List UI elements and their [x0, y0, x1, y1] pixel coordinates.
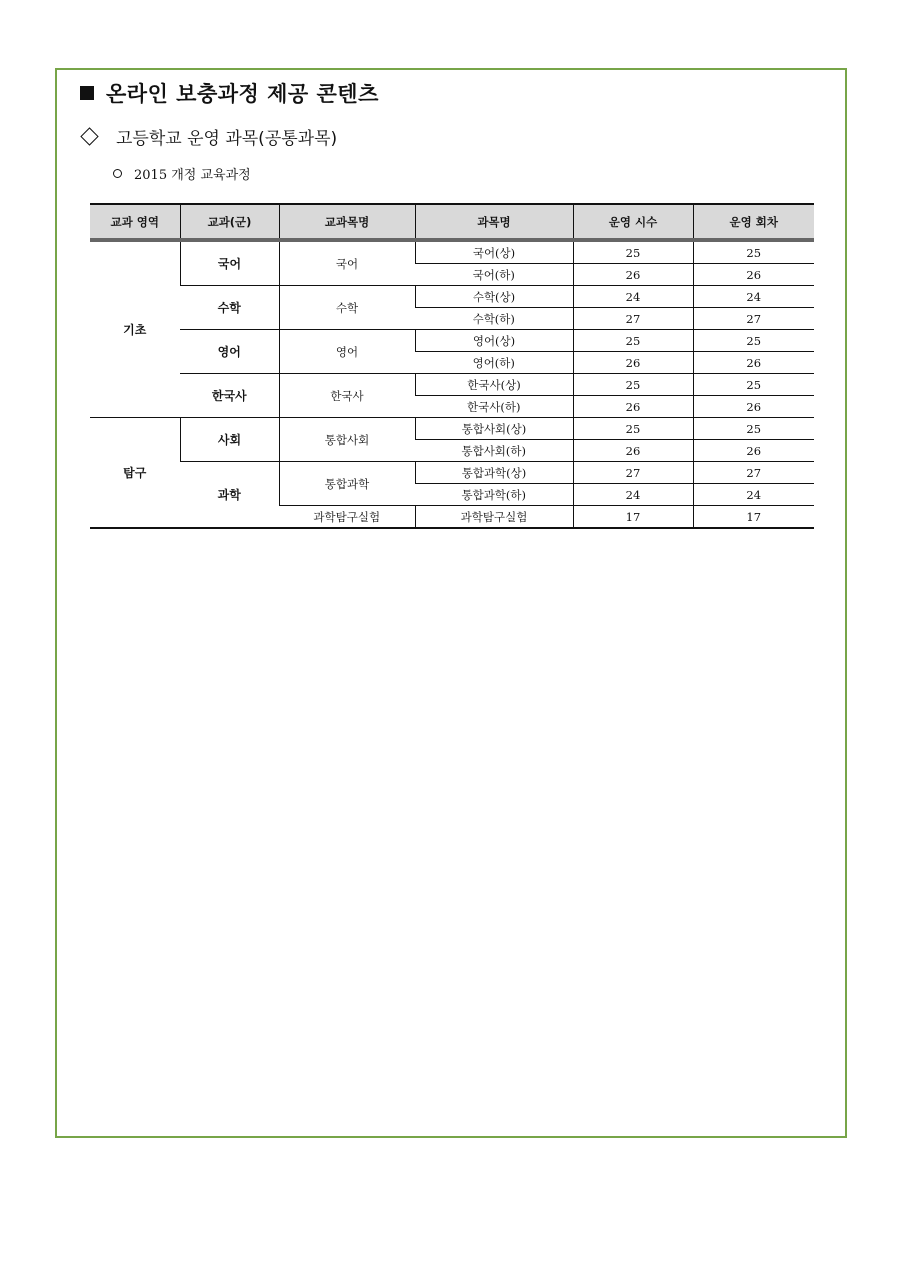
hours-cell: 26: [573, 264, 693, 286]
group-cell: 과학: [180, 462, 279, 529]
sessions-cell: 24: [693, 484, 814, 506]
area-cell: 탐구: [90, 418, 180, 529]
hours-cell: 25: [573, 374, 693, 396]
circle-bullet-icon: [113, 169, 122, 178]
hours-cell: 26: [573, 440, 693, 462]
table-row: [90, 286, 814, 308]
subject-name-cell: 수학: [279, 286, 415, 330]
group-cell: 사회: [180, 418, 279, 462]
table-row: [90, 240, 814, 264]
header-sessions: 운영 회차: [693, 204, 814, 240]
sessions-cell: 25: [693, 374, 814, 396]
hours-cell: 27: [573, 308, 693, 330]
area-cell: 기초: [90, 240, 180, 418]
course-name-cell: 수학(상): [415, 286, 573, 308]
sessions-cell: 25: [693, 330, 814, 352]
hours-cell: 24: [573, 286, 693, 308]
course-name-cell: 통합과학(상): [415, 462, 573, 484]
sessions-cell: 26: [693, 440, 814, 462]
course-name-cell: 수학(하): [415, 308, 573, 330]
sessions-cell: 26: [693, 264, 814, 286]
header-group: 교과(군): [180, 204, 279, 240]
course-name-cell: 한국사(하): [415, 396, 573, 418]
table-header-row: [90, 204, 814, 240]
sessions-cell: 26: [693, 352, 814, 374]
sessions-cell: 27: [693, 462, 814, 484]
hours-cell: 26: [573, 352, 693, 374]
course-name-cell: 통합사회(상): [415, 418, 573, 440]
subheading-text: 고등학교 운영 과목(공통과목): [116, 129, 338, 149]
square-bullet-icon: [80, 86, 94, 100]
subject-name-cell: 영어: [279, 330, 415, 374]
group-cell: 영어: [180, 330, 279, 374]
subheading: [80, 124, 337, 149]
subject-name-cell: 통합과학: [279, 462, 415, 506]
course-name-cell: 국어(하): [415, 264, 573, 286]
group-cell: 수학: [180, 286, 279, 330]
group-cell: 국어: [180, 240, 279, 286]
curriculum-line: [113, 164, 251, 183]
sessions-cell: 27: [693, 308, 814, 330]
course-name-cell: 영어(상): [415, 330, 573, 352]
subject-name-cell: 과학탐구실험: [279, 506, 415, 529]
hours-cell: 24: [573, 484, 693, 506]
course-name-cell: 한국사(상): [415, 374, 573, 396]
subject-name-cell: 통합사회: [279, 418, 415, 462]
course-name-cell: 과학탐구실험: [415, 506, 573, 529]
course-table: [90, 203, 814, 529]
sessions-cell: 25: [693, 418, 814, 440]
sessions-cell: 26: [693, 396, 814, 418]
table-row: [90, 462, 814, 484]
hours-cell: 25: [573, 418, 693, 440]
header-course-name: 과목명: [415, 204, 573, 240]
header-hours: 운영 시수: [573, 204, 693, 240]
table-row: [90, 418, 814, 440]
hours-cell: 27: [573, 462, 693, 484]
header-area: 교과 영역: [90, 204, 180, 240]
table-row: [90, 330, 814, 352]
group-cell: 한국사: [180, 374, 279, 418]
curriculum-text: 2015 개정 교육과정: [134, 168, 251, 183]
subject-name-cell: 한국사: [279, 374, 415, 418]
hours-cell: 17: [573, 506, 693, 529]
course-name-cell: 국어(상): [415, 240, 573, 264]
hours-cell: 25: [573, 240, 693, 264]
diamond-bullet-icon: [80, 127, 98, 145]
course-name-cell: 통합과학(하): [415, 484, 573, 506]
course-name-cell: 통합사회(하): [415, 440, 573, 462]
hours-cell: 25: [573, 330, 693, 352]
sessions-cell: 25: [693, 240, 814, 264]
hours-cell: 26: [573, 396, 693, 418]
table-row: [90, 374, 814, 396]
header-subject-name: 교과목명: [279, 204, 415, 240]
section-heading: [80, 78, 379, 108]
subject-name-cell: 국어: [279, 240, 415, 286]
table-body: [90, 240, 814, 528]
sessions-cell: 17: [693, 506, 814, 529]
heading-text: 온라인 보충과정 제공 콘텐츠: [106, 82, 379, 106]
course-name-cell: 영어(하): [415, 352, 573, 374]
sessions-cell: 24: [693, 286, 814, 308]
